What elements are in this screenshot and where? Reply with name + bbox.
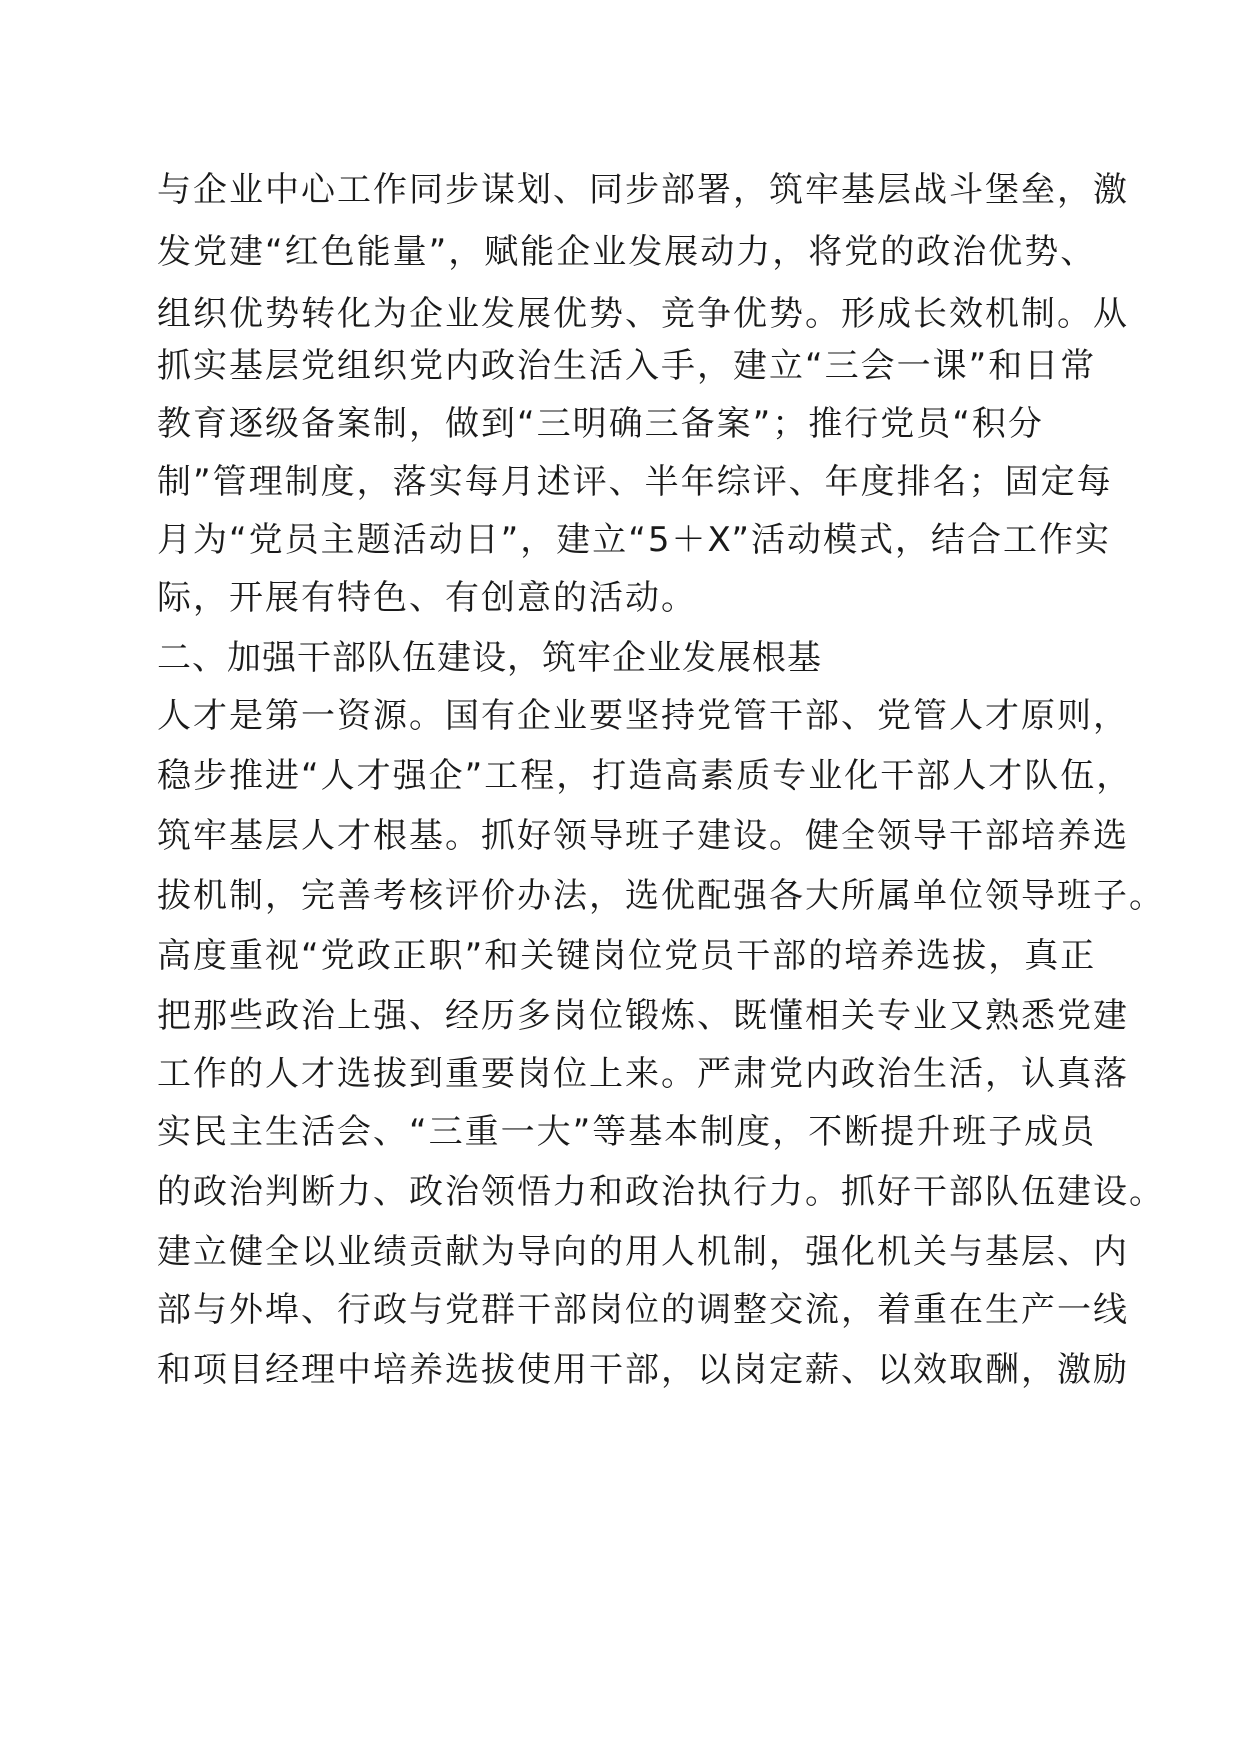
paragraph-line: 高度重视“党政正职”和关键岗位党员干部的培养选拔，真正 — [157, 936, 1097, 976]
paragraph-line: 月为“党员主题活动日”，建立“5＋X”活动模式，结合工作实 — [157, 520, 1112, 560]
paragraph-line: 发党建“红色能量”，赋能企业发展动力，将党的政治优势、 — [157, 232, 1097, 272]
paragraph-line: 工作的人才选拔到重要岗位上来。严肃党内政治生活，认真落 — [157, 1054, 1129, 1094]
paragraph-line: 教育逐级备案制，做到“三明确三备案”；推行党员“积分 — [157, 404, 1044, 444]
paragraph-line: 际，开展有特色、有创意的活动。 — [157, 578, 697, 618]
paragraph-line: 实民主生活会、“三重一大”等基本制度，不断提升班子成员 — [157, 1112, 1097, 1152]
section-heading: 二、加强干部队伍建设，筑牢企业发展根基 — [157, 638, 822, 678]
paragraph-line: 稳步推进“人才强企”工程，打造高素质专业化干部人才队伍， — [157, 756, 1133, 796]
paragraph-line: 制”管理制度，落实每月述评、半年综评、年度排名；固定每 — [157, 462, 1113, 502]
paragraph-line: 的政治判断力、政治领悟力和政治执行力。抓好干部队伍建设。 — [157, 1172, 1165, 1212]
paragraph-line: 部与外埠、行政与党群干部岗位的调整交流，着重在生产一线 — [157, 1290, 1129, 1330]
paragraph-line: 把那些政治上强、经历多岗位锻炼、既懂相关专业又熟悉党建 — [157, 996, 1129, 1036]
paragraph-line: 建立健全以业绩贡献为导向的用人机制，强化机关与基层、内 — [157, 1232, 1129, 1272]
paragraph-line: 组织优势转化为企业发展优势、竞争优势。形成长效机制。从 — [157, 294, 1129, 334]
paragraph-line: 人才是第一资源。国有企业要坚持党管干部、党管人才原则， — [157, 696, 1129, 736]
paragraph-line: 筑牢基层人才根基。抓好领导班子建设。健全领导干部培养选 — [157, 816, 1129, 856]
paragraph-line: 抓实基层党组织党内政治生活入手，建立“三会一课”和日常 — [157, 346, 1097, 386]
paragraph-line: 和项目经理中培养选拔使用干部，以岗定薪、以效取酬，激励 — [157, 1350, 1129, 1390]
paragraph-line: 拔机制，完善考核评价办法，选优配强各大所属单位领导班子。 — [157, 876, 1165, 916]
paragraph-line: 与企业中心工作同步谋划、同步部署，筑牢基层战斗堡垒，激 — [157, 170, 1129, 210]
